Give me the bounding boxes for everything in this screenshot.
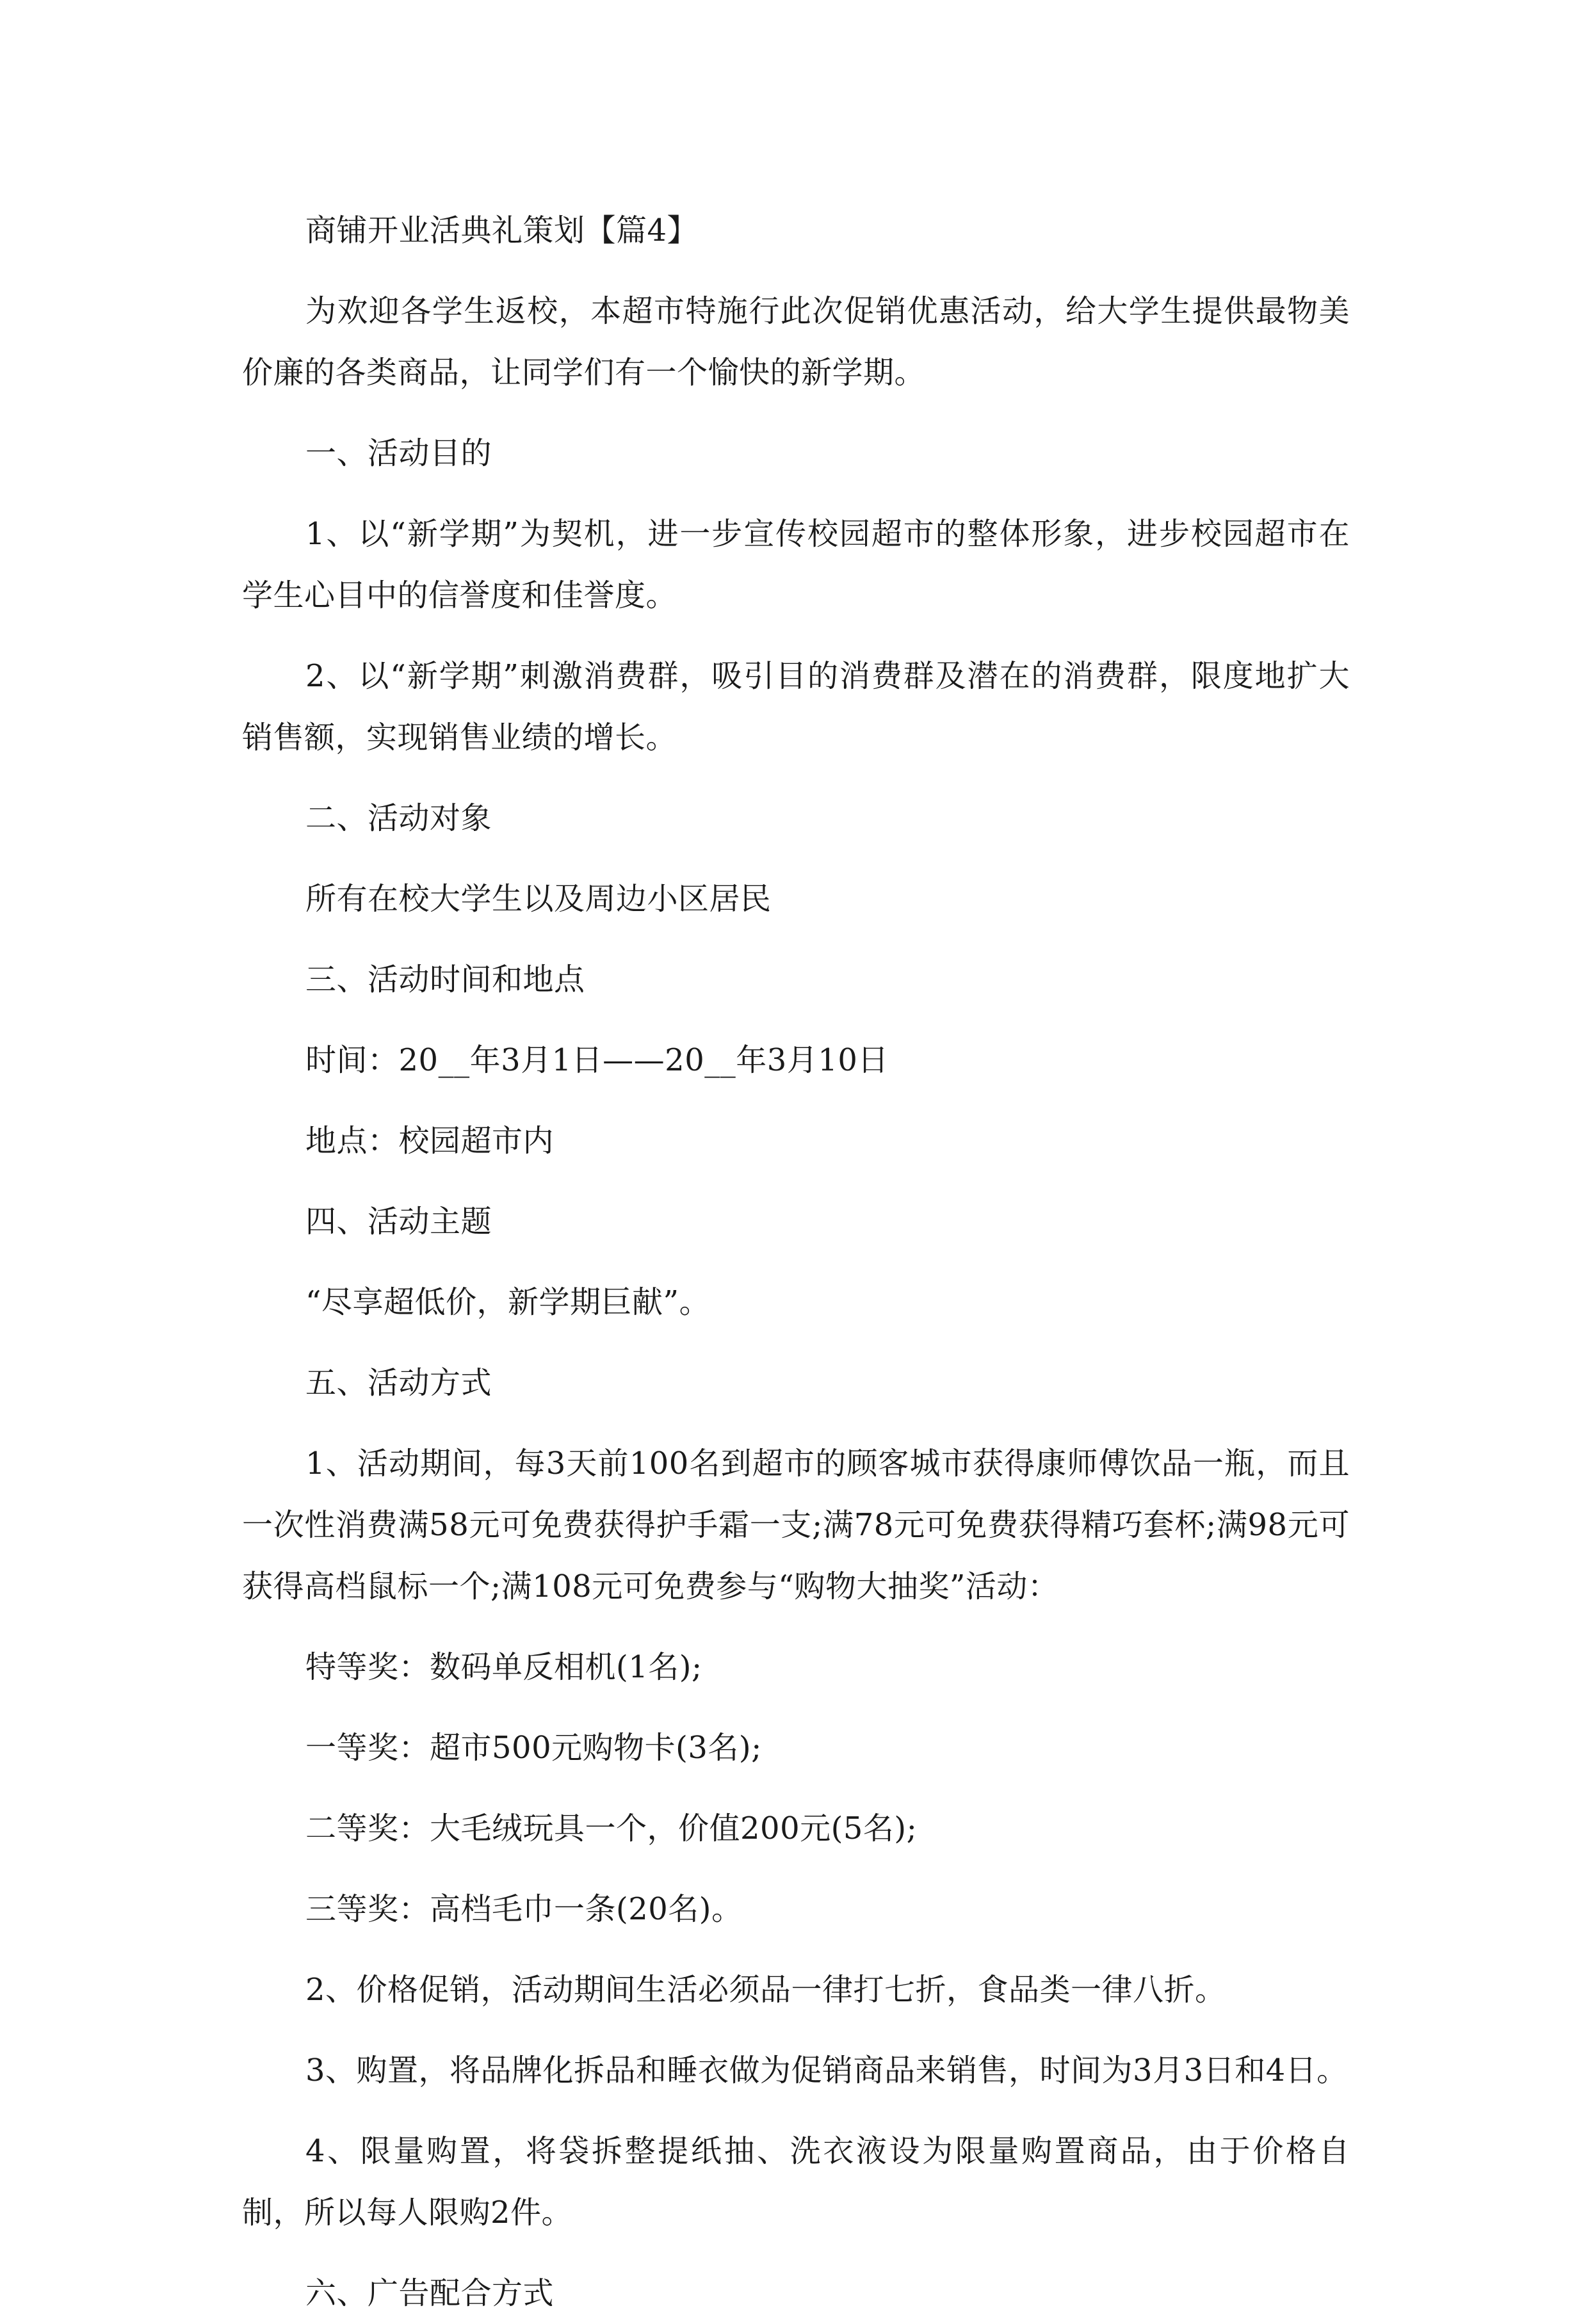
time-paragraph: 时间：20__年3月1日——20__年3月10日: [305, 1042, 889, 1078]
document-body: [242, 200, 1350, 2324]
method-item-3: 3、购置，将品牌化拆品和睡衣做为促销商品来销售，时间为3月3日和4日。: [305, 2053, 1348, 2088]
prize-third: 三等奖：高档毛巾一条(20名)。: [305, 1891, 743, 1927]
method-item-1: 1、活动期间，每3天前100名到超市的顾客城市获得康师傅饮品一瓶，而且一次性消费满58元可免费获得护手霜一支;满78元可免费获得精巧套杯;满98元可获得高档鼠标一个;满108元可免费参与“购物大抽奖”活动：: [242, 1446, 1350, 1604]
audience-paragraph: 所有在校大学生以及周边小区居民: [305, 881, 772, 917]
purpose-item-2: 2、以“新学期”刺激消费群，吸引目的消费群及潜在的消费群，限度地扩大销售额，实现销售业绩的增长。: [242, 658, 1350, 755]
prize-second: 二等奖：大毛绒玩具一个，价值200元(5名);: [305, 1811, 918, 1846]
intro-paragraph: 为欢迎各学生返校，本超市特施行此次促销优惠活动，给大学生提供最物美价廉的各类商品，让同学们有一个愉快的新学期。: [242, 293, 1350, 391]
place-paragraph: 地点：校园超市内: [305, 1123, 555, 1159]
section-heading-theme: 四、活动主题: [305, 1204, 492, 1239]
purpose-item-1: 1、以“新学期”为契机，进一步宣传校园超市的整体形象，进步校园超市在学生心目中的信誉度和佳誉度。: [242, 516, 1350, 613]
method-item-2: 2、价格促销，活动期间生活必须品一律打七折，食品类一律八折。: [305, 1972, 1226, 2008]
method-item-4: 4、限量购置，将袋拆整提纸抽、洗衣液设为限量购置商品，由于价格自制，所以每人限购2件。: [242, 2133, 1350, 2231]
section-heading-audience: 二、活动对象: [305, 800, 492, 836]
theme-paragraph: “尽享超低价，新学期巨献”。: [305, 1284, 711, 1320]
prize-first: 一等奖：超市500元购物卡(3名);: [305, 1730, 762, 1766]
prize-special: 特等奖：数码单反相机(1名);: [305, 1649, 702, 1685]
section-heading-time-place: 三、活动时间和地点: [305, 962, 585, 997]
section-heading-methods: 五、活动方式: [305, 1365, 492, 1401]
document-title: 商铺开业活典礼策划【篇4】: [305, 213, 699, 248]
section-heading-advertising: 六、广告配合方式: [305, 2275, 555, 2311]
section-heading-purpose: 一、活动目的: [305, 435, 492, 471]
